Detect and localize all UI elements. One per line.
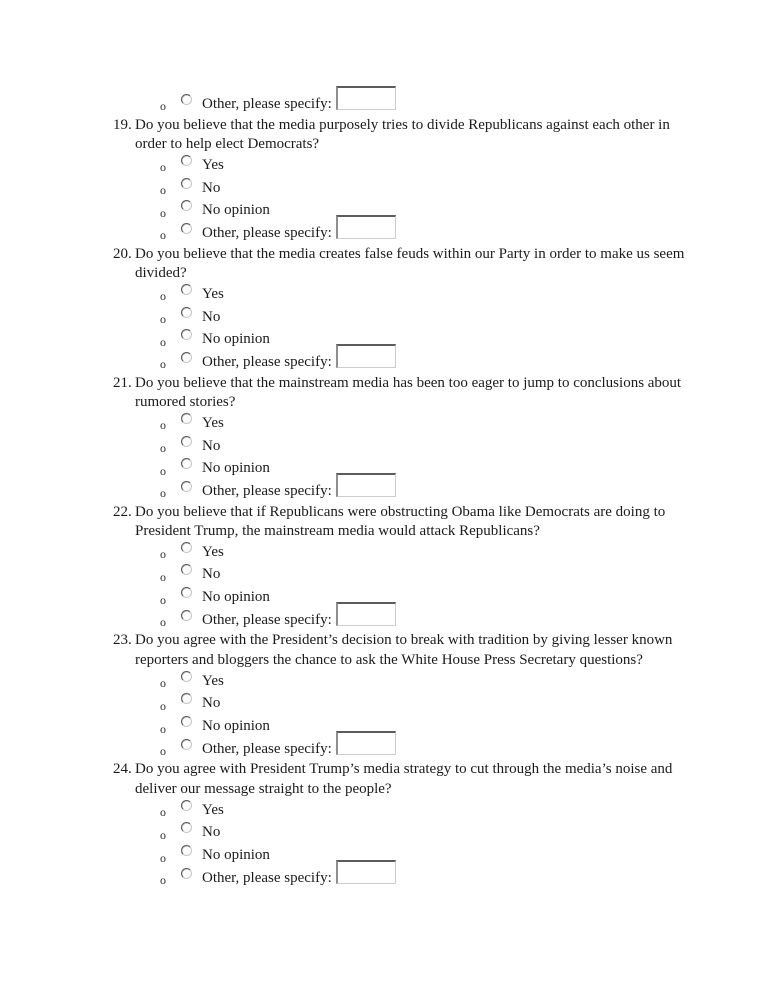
options-group xyxy=(0,412,768,502)
radio-button[interactable] xyxy=(181,481,192,492)
option-row xyxy=(0,693,768,716)
list-bullet: o xyxy=(160,463,166,478)
other-specify-input[interactable] xyxy=(336,860,396,884)
other-specify-input[interactable] xyxy=(336,86,396,110)
radio-button[interactable] xyxy=(181,716,192,727)
question-text: Do you agree with President Trump’s media strategy to cut through the media’s noise and deliver our message straight to the people? xyxy=(135,761,673,797)
option-label: Other, please specify: xyxy=(202,224,332,241)
radio-button[interactable] xyxy=(181,284,192,295)
list-bullet: o xyxy=(160,418,166,433)
option-row xyxy=(0,564,768,587)
other-specify-input[interactable] xyxy=(336,473,396,497)
list-bullet: o xyxy=(160,850,166,865)
options-group xyxy=(0,283,768,373)
list-bullet: o xyxy=(160,676,166,691)
option-label: Other, please specify: xyxy=(202,482,332,499)
radio-button[interactable] xyxy=(181,800,192,811)
radio-button[interactable] xyxy=(181,739,192,750)
radio-button[interactable] xyxy=(181,436,192,447)
question-text: Do you believe that if Republicans were obstructing Obama like Democrats are doing to President Trump, the mainstream media would attack Republicans? xyxy=(135,503,666,539)
option-label: Yes xyxy=(202,543,224,560)
option-row xyxy=(0,154,768,177)
question-item xyxy=(0,503,768,632)
radio-button[interactable] xyxy=(181,822,192,833)
option-label: Other, please specify: xyxy=(202,740,332,757)
question-item xyxy=(0,116,768,245)
list-bullet: o xyxy=(160,205,166,220)
option-row xyxy=(0,799,768,822)
option-label: Yes xyxy=(202,414,224,431)
radio-button[interactable] xyxy=(181,458,192,469)
option-row xyxy=(0,670,768,693)
options-group xyxy=(0,154,768,244)
radio-button[interactable] xyxy=(181,352,192,363)
list-bullet: o xyxy=(160,441,166,456)
question-list xyxy=(0,116,768,890)
option-row xyxy=(0,867,768,890)
question-line xyxy=(0,631,768,670)
list-bullet: o xyxy=(160,228,166,243)
list-bullet: o xyxy=(160,183,166,198)
option-row xyxy=(0,412,768,435)
question-number: 23. xyxy=(113,632,132,649)
option-label: No xyxy=(202,179,221,196)
question-item xyxy=(0,245,768,374)
question-line xyxy=(0,245,768,284)
list-bullet: o xyxy=(160,289,166,304)
option-label: Other, please specify: xyxy=(202,869,332,886)
options-group xyxy=(0,541,768,631)
list-bullet: o xyxy=(160,744,166,759)
question-number: 19. xyxy=(113,116,132,133)
option-row xyxy=(0,351,768,374)
option-row xyxy=(0,541,768,564)
list-bullet: o xyxy=(160,160,166,175)
option-label: No opinion xyxy=(202,589,270,606)
question-number: 20. xyxy=(113,245,132,262)
option-label: No xyxy=(202,437,221,454)
option-label: No xyxy=(202,566,221,583)
list-bullet: o xyxy=(160,721,166,736)
other-specify-input[interactable] xyxy=(336,602,396,626)
option-label: Yes xyxy=(202,801,224,818)
list-bullet: o xyxy=(160,615,166,630)
list-bullet: o xyxy=(160,827,166,842)
option-label: No opinion xyxy=(202,718,270,735)
option-row xyxy=(0,177,768,200)
radio-button[interactable] xyxy=(181,413,192,424)
question-line xyxy=(0,503,768,542)
option-label: No opinion xyxy=(202,331,270,348)
radio-button[interactable] xyxy=(181,223,192,234)
list-bullet: o xyxy=(160,357,166,372)
option-label: No opinion xyxy=(202,460,270,477)
question-text: Do you agree with the President’s decision to break with tradition by giving lesser known reporters and bloggers the chance to ask the White House Press Secretary questions? xyxy=(135,632,673,668)
list-bullet: o xyxy=(160,312,166,327)
question-item xyxy=(0,631,768,760)
question-text: Do you believe that the media purposely tries to divide Republicans against each other in order to help elect Democrats? xyxy=(135,116,670,152)
radio-button[interactable] xyxy=(181,94,192,105)
list-bullet: o xyxy=(160,99,166,114)
option-row xyxy=(0,306,768,329)
option-label: Other, please specify: xyxy=(202,95,332,112)
radio-button[interactable] xyxy=(181,693,192,704)
question-line xyxy=(0,116,768,155)
option-row-other-partial xyxy=(0,93,768,116)
radio-button[interactable] xyxy=(181,542,192,553)
radio-button[interactable] xyxy=(181,868,192,879)
option-label: No opinion xyxy=(202,202,270,219)
option-row xyxy=(0,222,768,245)
question-number: 21. xyxy=(113,374,132,391)
option-label: No xyxy=(202,308,221,325)
radio-button[interactable] xyxy=(181,329,192,340)
option-label: No opinion xyxy=(202,847,270,864)
list-bullet: o xyxy=(160,569,166,584)
question-text: Do you believe that the mainstream media has been too eager to jump to conclusions about rumored stories? xyxy=(135,374,682,410)
option-label: Yes xyxy=(202,672,224,689)
option-label: Other, please specify: xyxy=(202,353,332,370)
radio-button[interactable] xyxy=(181,587,192,598)
radio-button[interactable] xyxy=(181,200,192,211)
option-row xyxy=(0,480,768,503)
options-group xyxy=(0,799,768,889)
question-item xyxy=(0,374,768,503)
option-label: No xyxy=(202,824,221,841)
option-row xyxy=(0,609,768,632)
radio-button[interactable] xyxy=(181,564,192,575)
option-row xyxy=(0,822,768,845)
list-bullet: o xyxy=(160,805,166,820)
radio-button[interactable] xyxy=(181,178,192,189)
question-line xyxy=(0,374,768,413)
list-bullet: o xyxy=(160,873,166,888)
option-row xyxy=(0,435,768,458)
list-bullet: o xyxy=(160,334,166,349)
option-row xyxy=(0,738,768,761)
question-item xyxy=(0,760,768,889)
option-label: No xyxy=(202,695,221,712)
option-row xyxy=(0,283,768,306)
radio-button[interactable] xyxy=(181,307,192,318)
option-label: Yes xyxy=(202,156,224,173)
radio-button[interactable] xyxy=(181,671,192,682)
radio-button[interactable] xyxy=(181,845,192,856)
list-bullet: o xyxy=(160,547,166,562)
options-group xyxy=(0,670,768,760)
radio-button[interactable] xyxy=(181,155,192,166)
question-number: 22. xyxy=(113,503,132,520)
list-bullet: o xyxy=(160,486,166,501)
other-specify-input[interactable] xyxy=(336,215,396,239)
question-text: Do you believe that the media creates false feuds within our Party in order to make us seem divided? xyxy=(135,245,685,281)
other-specify-input[interactable] xyxy=(336,344,396,368)
option-label: Other, please specify: xyxy=(202,611,332,628)
question-number: 24. xyxy=(113,761,132,778)
option-label: Yes xyxy=(202,285,224,302)
radio-button[interactable] xyxy=(181,610,192,621)
other-specify-input[interactable] xyxy=(336,731,396,755)
question-line xyxy=(0,760,768,799)
list-bullet: o xyxy=(160,698,166,713)
list-bullet: o xyxy=(160,592,166,607)
